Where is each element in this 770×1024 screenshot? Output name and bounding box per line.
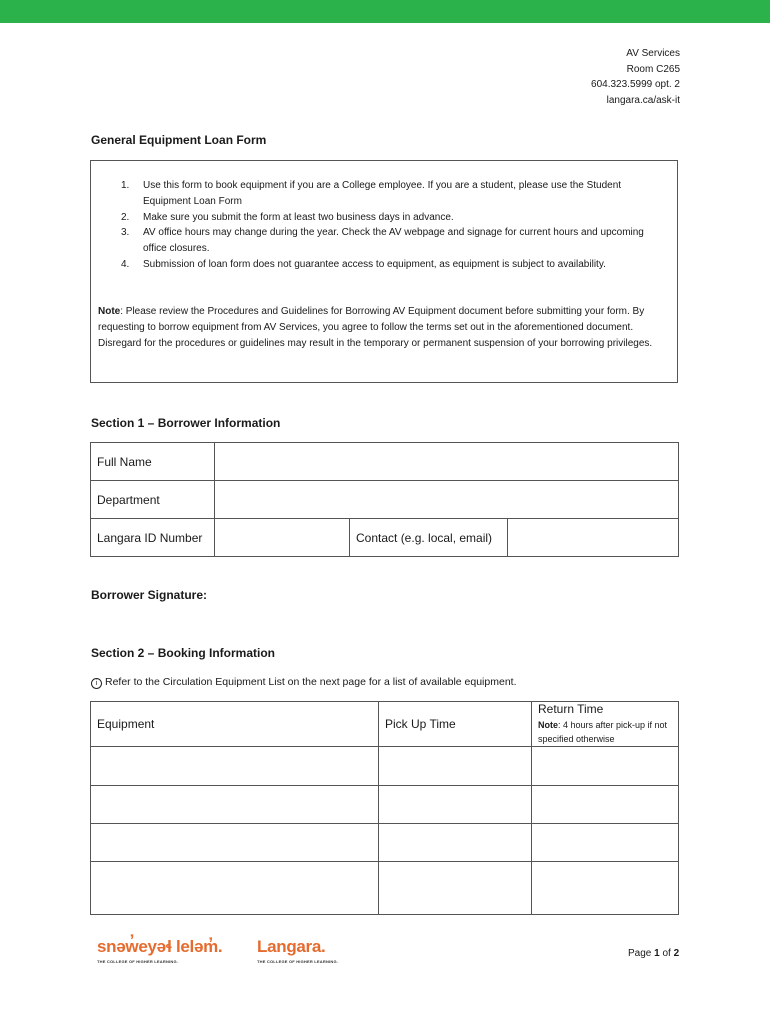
equipment-cell[interactable] [91, 824, 379, 862]
booking-table [90, 701, 679, 915]
pickup-cell[interactable] [379, 824, 532, 862]
return-note-text: : 4 hours after pick-up if not specified otherwise [538, 720, 668, 744]
contact-label: Contact (e.g. local, email) [350, 519, 508, 557]
page-word: Page [628, 948, 652, 959]
contact-dept: AV Services [626, 48, 680, 59]
page-current: 1 [654, 948, 660, 959]
return-cell[interactable] [532, 862, 679, 915]
contact-block [591, 46, 680, 108]
department-field[interactable] [215, 481, 679, 519]
booking-header-row [91, 702, 679, 747]
page-of: of [662, 948, 671, 959]
equipment-cell[interactable] [91, 862, 379, 915]
booking-row [91, 747, 679, 786]
logo1-tagline: THE COLLEGE OF HIGHER LEARNING. [97, 959, 179, 964]
equipment-cell[interactable] [91, 786, 379, 824]
contact-web-link[interactable]: langara.ca/ask-it [606, 94, 680, 106]
instruction-item [121, 257, 651, 273]
pickup-column-header: Pick Up Time [379, 702, 532, 747]
langara-id-field[interactable] [215, 519, 350, 557]
instruction-item [121, 178, 651, 210]
instructions-list [121, 178, 651, 273]
pickup-cell[interactable] [379, 747, 532, 786]
instruction-number: 3. [121, 227, 130, 239]
langara-id-label: Langara ID Number [91, 519, 215, 557]
logo1-wordmark: snəw̓eyəɬ leləm̓. [97, 937, 223, 956]
section1-heading: Section 1 – Borrower Information [91, 416, 281, 430]
note-label: Note [98, 306, 121, 317]
logo2-tagline: THE COLLEGE OF HIGHER LEARNING. [257, 959, 339, 964]
snaweyat-lelam-logo [97, 937, 222, 964]
info-icon: i [91, 678, 102, 689]
instructions-box [90, 160, 678, 383]
policy-note [98, 304, 668, 351]
booking-row [91, 862, 679, 915]
section2-heading: Section 2 – Booking Information [91, 646, 276, 660]
return-time-note [538, 718, 678, 746]
equipment-cell[interactable] [91, 747, 379, 786]
department-label: Department [91, 481, 215, 519]
return-time-title: Return Time [538, 702, 604, 716]
return-cell[interactable] [532, 747, 679, 786]
page-number [628, 948, 679, 959]
contact-room: Room C265 [626, 63, 680, 75]
borrower-signature-label: Borrower Signature: [91, 588, 208, 602]
equipment-column-header: Equipment [91, 702, 379, 747]
note-text: : Please review the Procedures and Guidelines for Borrowing AV Equipment document before submitting your form. By requesting to borrow equipment from AV Services, you agree to follow the terms set out in the aforementioned document. Disregard for the procedures or guidelines may result in the temporary or permanent suspension of your borrowing privileges. [98, 306, 653, 349]
full-name-field[interactable] [215, 443, 679, 481]
return-note-label: Note [538, 720, 558, 730]
full-name-label: Full Name [91, 443, 215, 481]
booking-row [91, 824, 679, 862]
top-accent-bar [0, 0, 770, 23]
instruction-text: AV office hours may change during the year. Check the AV webpage and signage for current hours and upcoming office closures. [143, 227, 644, 255]
reference-text: Refer to the Circulation Equipment List on the next page for a list of available equipment. [105, 676, 517, 688]
instruction-number: 1. [121, 180, 130, 191]
return-cell[interactable] [532, 786, 679, 824]
instruction-number: 4. [121, 258, 130, 270]
pickup-cell[interactable] [379, 786, 532, 824]
instruction-text: Make sure you submit the form at least two business days in advance. [143, 211, 454, 223]
instruction-text: Use this form to book equipment if you are a College employee. If you are a student, please use the Student Equipment Loan Form [143, 180, 622, 207]
langara-logo [257, 937, 338, 964]
contact-phone: 604.323.5999 opt. 2 [591, 79, 680, 90]
instruction-text: Submission of loan form does not guarantee access to equipment, as equipment is subject to availability. [143, 258, 606, 270]
form-title: General Equipment Loan Form [91, 133, 267, 147]
instruction-item [121, 225, 651, 257]
equipment-list-reference [91, 676, 517, 689]
borrower-info-table [90, 442, 679, 557]
page-total: 2 [673, 948, 680, 959]
instruction-number: 2. [121, 211, 130, 223]
logo2-wordmark: Langara. [257, 937, 326, 956]
booking-row [91, 786, 679, 824]
contact-field[interactable] [508, 519, 679, 557]
return-cell[interactable] [532, 824, 679, 862]
instruction-item [121, 210, 651, 226]
pickup-cell[interactable] [379, 862, 532, 915]
return-column-header [532, 702, 679, 747]
